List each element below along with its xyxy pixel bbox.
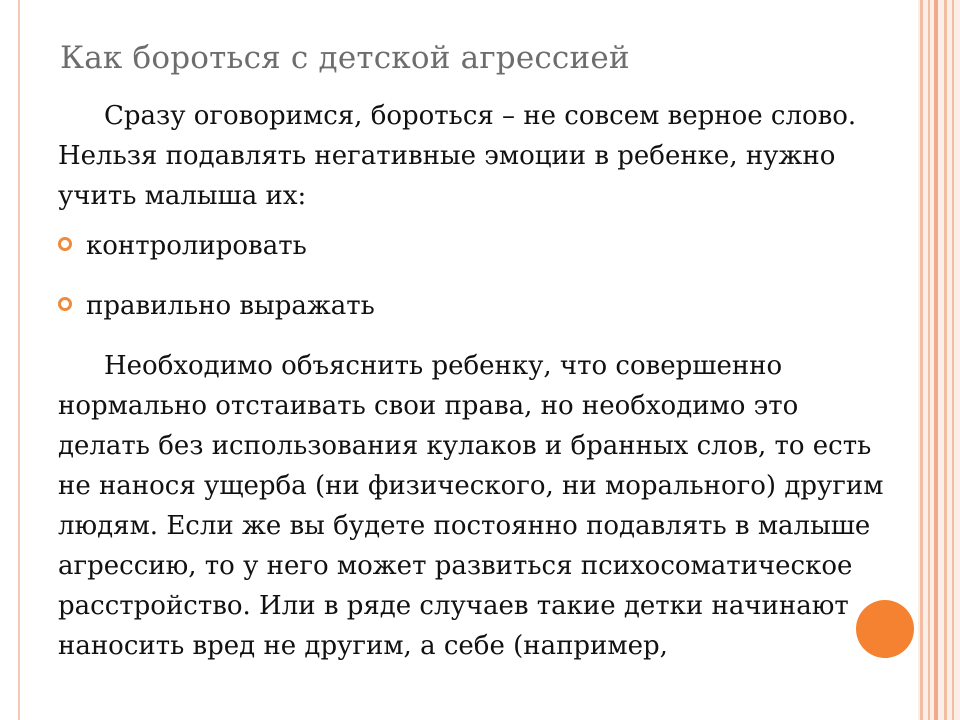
slide-body bbox=[58, 96, 888, 666]
bullet-label: правильно выражать bbox=[86, 291, 375, 321]
orange-circle-decoration bbox=[856, 600, 914, 658]
left-border-line bbox=[18, 0, 20, 720]
stripe bbox=[920, 0, 923, 720]
bullet-label: контролировать bbox=[86, 231, 307, 261]
intro-paragraph: Сразу оговоримся, бороться – не совсем верное слово. Нельзя подавлять негативные эмоции в ребенке, нужно учить малыша их: bbox=[58, 101, 857, 211]
list-item bbox=[58, 286, 888, 326]
slide-title: Как бороться с детской агрессией bbox=[60, 40, 630, 76]
bullet-ring-icon bbox=[58, 297, 72, 311]
body-paragraph: Необходимо объяснить ребенку, что совершенно нормально отстаивать свои права, но необходимо это делать без использования кулаков и бранных слов, то есть не нанося ущерба (ни физического, ни морального) другим людям. Если же вы будете постоянно подавлять в малыше агрессию, то у него может развиться психосоматическое расстройство. Или в ряде случаев такие детки начинают наносить вред не другим, а себе (например, bbox=[58, 351, 884, 661]
list-item bbox=[58, 226, 888, 266]
stripe bbox=[944, 0, 947, 720]
bullet-ring-icon bbox=[58, 237, 72, 251]
bullet-list bbox=[58, 226, 888, 326]
stripe bbox=[934, 0, 938, 720]
stripe bbox=[928, 0, 930, 720]
decorative-stripes bbox=[918, 0, 960, 720]
stripe bbox=[952, 0, 954, 720]
